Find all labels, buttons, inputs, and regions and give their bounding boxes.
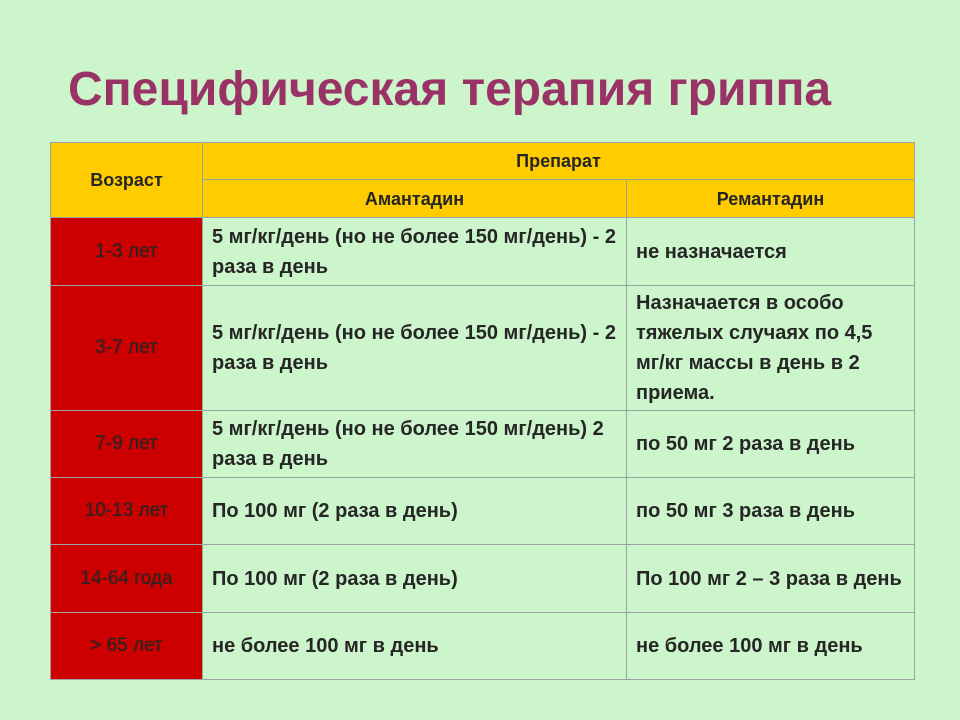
remantadine-cell: по 50 мг 2 раза в день	[627, 411, 915, 478]
amantadine-cell: 5 мг/кг/день (но не более 150 мг/день) - 2 раза в день	[203, 286, 627, 411]
age-cell: 10-13 лет	[51, 478, 203, 545]
page-title: Специфическая терапия гриппа	[68, 63, 832, 116]
amantadine-cell: 5 мг/кг/день (но не более 150 мг/день) - 2 раза в день	[203, 218, 627, 286]
amantadine-cell: 5 мг/кг/день (но не более 150 мг/день) 2 раза в день	[203, 411, 627, 478]
table-row	[51, 478, 915, 545]
age-cell: 7-9 лет	[51, 411, 203, 478]
remantadine-cell: по 50 мг 3 раза в день	[627, 478, 915, 545]
table-row	[51, 545, 915, 613]
remantadine-cell: не назначается	[627, 218, 915, 286]
remantadine-cell: По 100 мг 2 – 3 раза в день	[627, 545, 915, 613]
header-age: Возраст	[51, 143, 203, 218]
age-cell: 1-3 лет	[51, 218, 203, 286]
table-header-row	[51, 143, 915, 180]
therapy-table	[50, 142, 915, 680]
amantadine-cell: По 100 мг (2 раза в день)	[203, 545, 627, 613]
age-cell: 14-64 года	[51, 545, 203, 613]
header-amantadine: Амантадин	[203, 180, 627, 218]
table-row	[51, 613, 915, 680]
table-row	[51, 411, 915, 478]
header-drug: Препарат	[203, 143, 915, 180]
remantadine-cell: не более 100 мг в день	[627, 613, 915, 680]
remantadine-cell: Назначается в особо тяжелых случаях по 4,5 мг/кг массы в день в 2 приема.	[627, 286, 915, 411]
amantadine-cell: не более 100 мг в день	[203, 613, 627, 680]
age-cell: > 65 лет	[51, 613, 203, 680]
header-remantadine: Ремантадин	[627, 180, 915, 218]
table-row	[51, 286, 915, 411]
amantadine-cell: По 100 мг (2 раза в день)	[203, 478, 627, 545]
table-row	[51, 218, 915, 286]
age-cell: 3-7 лет	[51, 286, 203, 411]
